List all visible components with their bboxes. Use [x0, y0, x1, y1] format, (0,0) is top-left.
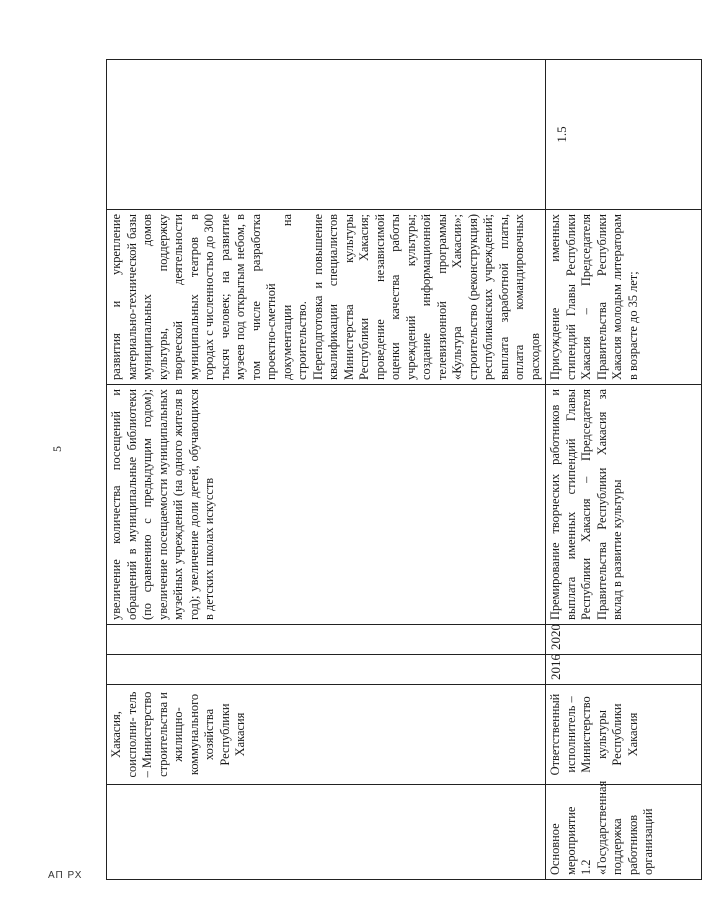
program-activities-table: [106, 59, 702, 880]
main-directions-cell: Присуждение именных стипендий Главы Республики Хакасия – Председателя Правительства Республики Хакасия молодым литераторам в возрасте до 35 лет;: [546, 210, 702, 385]
start-year-cell: [107, 655, 546, 685]
table-row: [546, 60, 702, 880]
expected-result-cell: Премирование творческих работников и выплата именных стипендий Главы Республики Хакасия – Председателя Правительства Республики Хакасия за вклад в развитие культуры: [546, 385, 702, 625]
page-number: 5: [50, 446, 64, 452]
start-year-cell: 2016: [546, 655, 702, 685]
indicator-cell: 1.5: [546, 60, 702, 210]
executor-cell: Хакасия, соисполни- тель – Министерство строительства и жилищно- коммунального хозяйства Республики Хакасия: [107, 685, 546, 785]
end-year-cell: 2020: [546, 625, 702, 655]
expected-result-cell: увеличение количества посещений и обращений в муниципальные библиотеки (по сравнению с предыдущим годом); увеличение посещаемости муниципальных музейных учреждений (на одного жителя в год); увеличение доли детей, обучающихся в детских школах искусств: [107, 385, 546, 625]
executor-cell: Ответственный исполнитель – Министерство культуры Республики Хакасия: [546, 685, 702, 785]
activity-name-cell: [107, 785, 546, 880]
main-directions-cell: развития и укрепление материально-технической базы муниципальных домов культуры, поддержку творческой деятельности муниципальных театров в городах с численностью до 300 тысяч человек; на развитие музеев под открытым небом, в том числе разработка проектно-сметной документации на строительство. Переподготовка и повышение квалификации специалистов Министерства культуры Республики Хакасия; проведение независимой оценки качества работы учреждений культуры; создание информационной телевизионной программы «Культура Хакасии»; строительство (реконструкция) республиканских учреждений; выплата заработной платы, оплата командировочных расходов: [107, 210, 546, 385]
footer-stamp: АП РХ: [48, 870, 83, 881]
end-year-cell: [107, 625, 546, 655]
activity-name-cell: Основное мероприятие 1.2 «Государственная поддержка работников организаций: [546, 785, 702, 880]
table-row: [107, 60, 546, 880]
indicator-cell: [107, 60, 546, 210]
program-table-container: [106, 60, 655, 880]
